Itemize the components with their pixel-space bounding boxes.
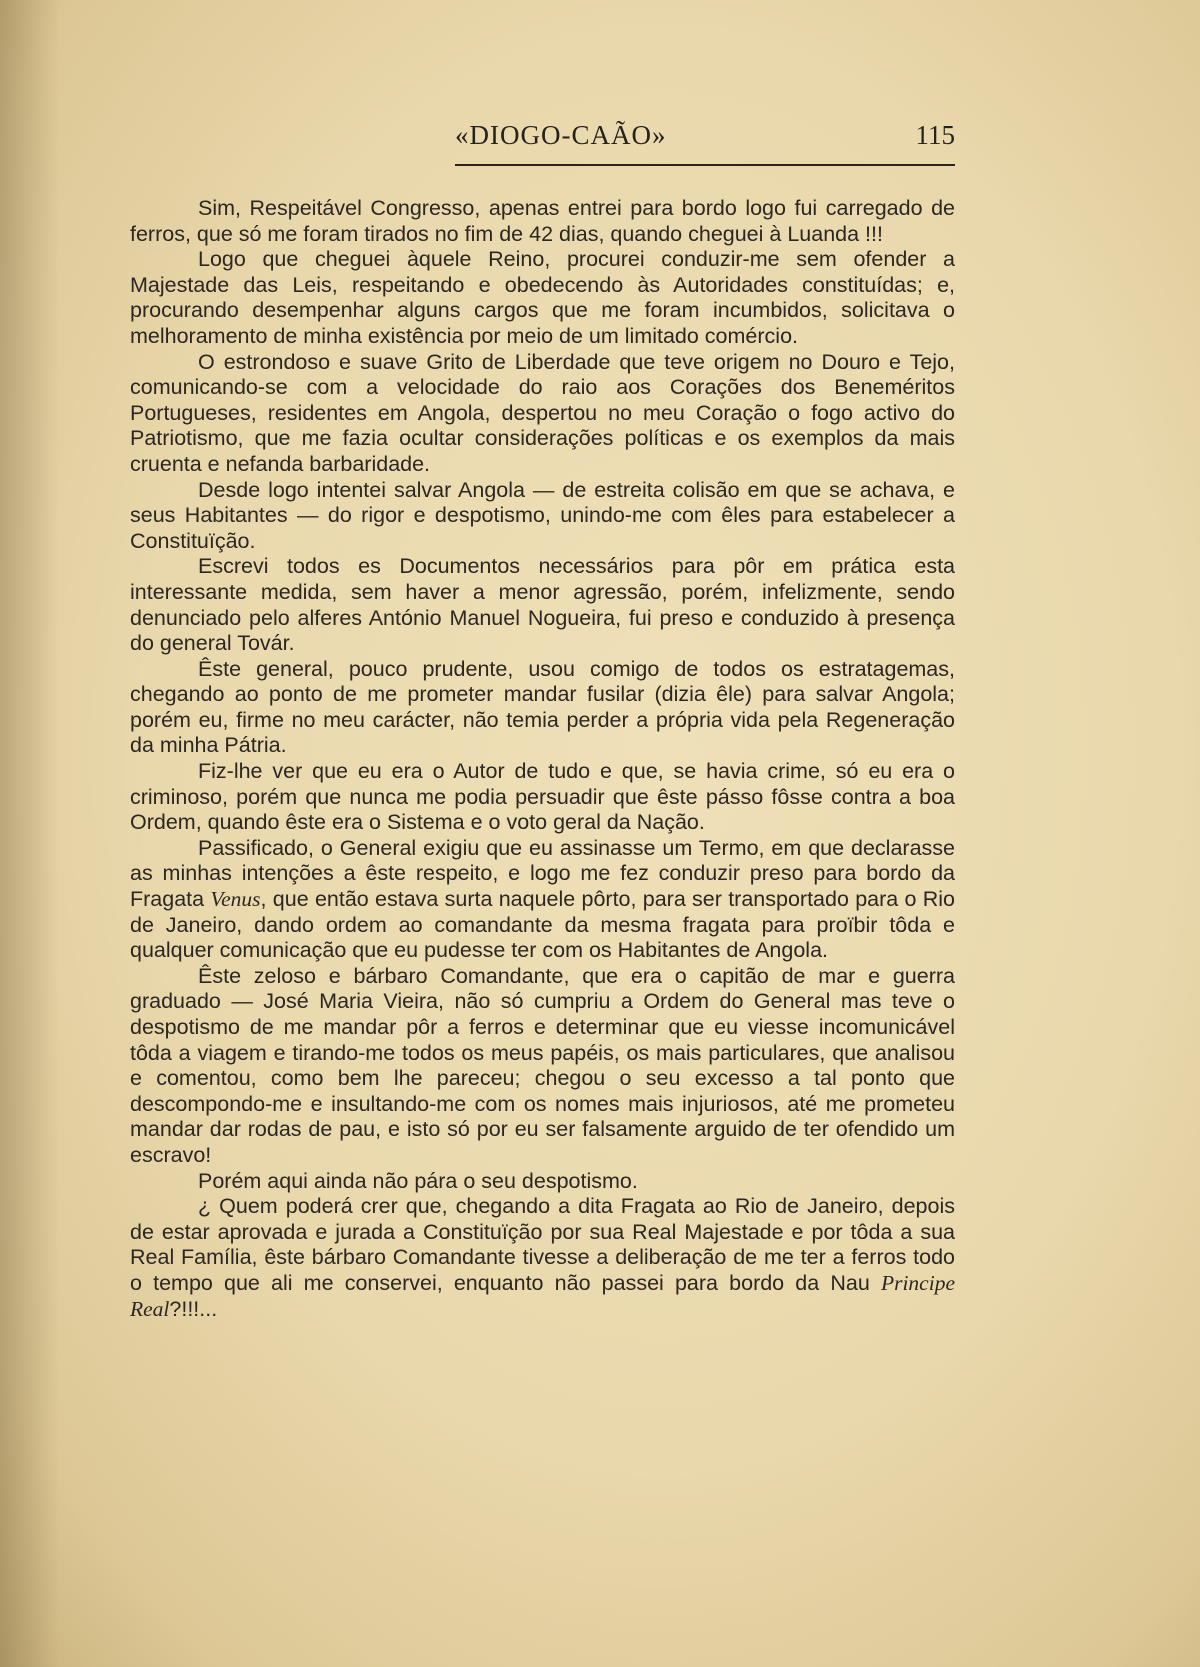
paragraph <box>130 836 955 964</box>
paragraph <box>130 657 955 759</box>
text-run: ¿ Quem poderá crer que, chegando a dita Fragata ao Rio de Janeiro, depois de estar aprovada e jurada a Constituïção por sua Real Majestade e por tôda a sua Real Família, êste bárbaro Comandante tivesse a deliberação de me ter a ferros todo o tempo que ali me conservei, enquanto não passei para bordo da Nau <box>130 1194 955 1295</box>
text-run: Fiz-lhe ver que eu era o Autor de tudo e que, se havia crime, só eu era o criminoso, porém que nunca me podia persuadir que êste pásso fôsse contra a boa Ordem, quando êste era o Sistema e o voto geral da Nação. <box>130 759 955 835</box>
text-run: Porém aqui ainda não pára o seu despotismo. <box>198 1168 638 1193</box>
paragraph <box>130 196 955 247</box>
page-header <box>455 120 955 166</box>
italic-title: Venus <box>210 887 261 912</box>
text-run: O estrondoso e suave Grito de Liberdade que teve origem no Douro e Tejo, comunicando-se com a velocidade do raio aos Corações dos Beneméritos Portugueses, residentes em Angola, despertou no meu Coração o fogo activo do Patriotismo, que me fazia ocultar considerações políticas e os exemplos da mais cruenta e nefanda barbaridade. <box>130 349 955 476</box>
running-title: «DIOGO-CAÃO» <box>455 120 667 150</box>
paragraph <box>130 759 955 836</box>
paragraph <box>130 1169 955 1195</box>
text-run: , que então estava surta naquele pôrto, para ser transportado para o Rio de Janeiro, dando ordem ao comandante da mesma fragata para proïbir tôda e qualquer comunicação que eu pudesse ter com os Habitantes de Angola. <box>130 887 955 963</box>
gutter-shadow <box>0 0 60 1667</box>
paragraph <box>130 554 955 656</box>
text-run: Escrevi todos es Documentos necessários para pôr em prática esta interessante medida, sem haver a menor agressão, porém, infelizmente, sendo denunciado pelo alferes António Manuel Nogueira, fui preso e conduzido à presença do general Továr. <box>130 554 955 656</box>
paragraph <box>130 478 955 555</box>
text-run: ?!!!... <box>169 1296 218 1321</box>
text-run: Êste general, pouco prudente, usou comigo de todos os estratagemas, chegando ao ponto de me prometer mandar fusilar (dizia êle) para salvar Angola; porém eu, firme no meu carácter, não temia perder a própria vida pela Regeneração da minha Pátria. <box>130 656 955 758</box>
paragraph <box>130 1194 955 1322</box>
paragraph <box>130 247 955 349</box>
text-run: Sim, Respeitável Congresso, apenas entrei para bordo logo fui carregado de ferros, que só me foram tirados no fim de 42 dias, quando cheguei à Luanda !!! <box>130 196 955 246</box>
text-run: Logo que cheguei àquele Reino, procurei conduzir-me sem ofender a Majestade das Leis, respeitando e obedecendo às Autoridades constituídas; e, procurando desempenhar alguns cargos que me foram incumbidos, solicitava o melhoramento de minha existência por meio de um limitado comércio. <box>130 247 955 348</box>
paragraph <box>130 964 955 1169</box>
body-text <box>130 196 955 1322</box>
page-number: 115 <box>915 120 955 150</box>
text-run: Êste zeloso e bárbaro Comandante, que era o capitão de mar e guerra graduado — José Maria Vieira, não só cumpriu a Ordem do General mas teve o despotismo de me mandar pôr a ferros e determinar que eu viesse incomunicável tôda a viagem e tirando-me todos os meus papéis, os mais particulares, que analisou e comentou, como bem lhe pareceu; chegou o seu excesso a tal ponto que descompondo-me e insultando-me com os nomes mais injuriosos, até me prometeu mandar dar rodas de pau, e isto só por eu ser falsamente arguido de ter ofendido um escravo! <box>130 963 955 1167</box>
italic-title: Principe Real <box>130 1270 955 1321</box>
text-run: Desde logo intentei salvar Angola — de estreita colisão em que se achava, e seus Habitantes — do rigor e despotismo, unindo-me com êles para estabelecer a Constituïção. <box>130 477 955 553</box>
text-run: Passificado, o General exigiu que eu assinasse um Termo, em que declarasse as minhas intenções a êste respeito, e logo me fez conduzir preso para bordo da Fragata <box>130 835 955 912</box>
paragraph <box>130 350 955 478</box>
